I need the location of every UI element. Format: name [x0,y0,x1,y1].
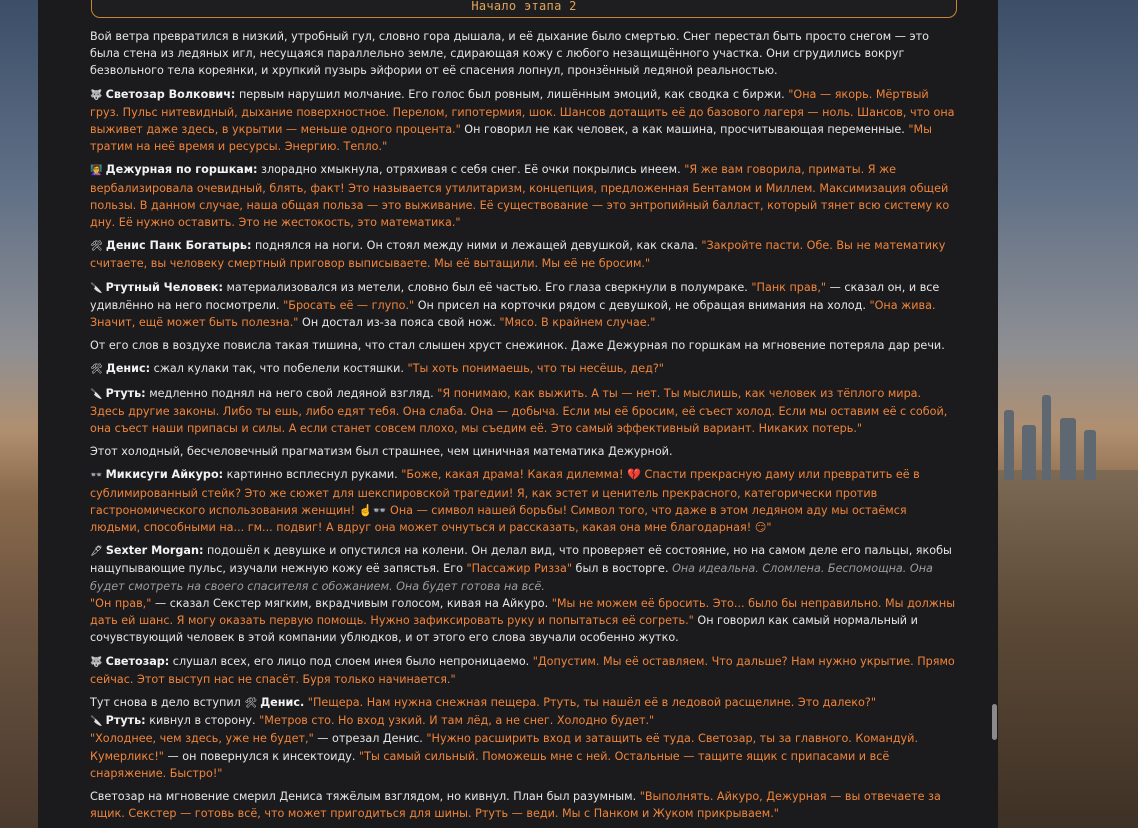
rock-spire [1004,410,1014,480]
story-paragraph [90,443,958,460]
background-ground [998,470,1138,828]
character-emoji: 🔪 [90,388,106,400]
inner-thought: Она идеальна. Сломлена. Беспомощна. Она будет смотреть на своего спасителя с обожанием. Она будет готова на всё. [90,562,933,593]
character-name: Денис Панк Богатырь: [105,239,252,253]
dialogue-quote: "Он прав," [90,596,152,610]
chat-panel [38,0,998,828]
dialogue-quote: "Бросать её — глупо." [283,298,415,312]
character-name: Денис: [105,362,151,376]
story-paragraph [90,279,958,332]
narration-text: — сказал он, и все удивлённо на него посмотрели. [90,280,940,312]
dialogue-quote: "Холоднее, чем здесь, уже не будет," [90,732,314,746]
dialogue-quote: "Ты хоть понимаешь, что ты несёшь, дед?" [407,362,664,376]
dialogue-quote: "Выполнять. Айкуро, Дежурная — вы отвечаете за ящик. Секстер — готовь всё, что может пригодиться для шины. Ртуть — веди. Мы с Панком и Жуком прикрываем." [90,789,941,821]
narration-text: злорадно хмыкнула, отряхивая с себя снег. Её очки покрылись инеем. [257,163,685,177]
dialogue-quote: "Мы тратим на неё время и ресурсы. Энергию. Тепло." [90,123,932,154]
narration-text: картинно всплеснул руками. [223,468,402,482]
narration-text: подошёл к девушке и опустился на колени. Он делал вид, что проверяет её состояние, но на самом деле его пальцы, якобы нащупывающие пульс, изучали нежную кожу её запястья. Его [90,544,952,576]
character-name: Микисуги Айкуро: [105,468,224,482]
story-paragraph [90,466,958,536]
story-paragraph [90,86,958,156]
character-name: Светозар Волкович: [105,87,236,101]
story-paragraph [90,595,958,647]
dialogue-quote: "Пассажир Ризза" [466,562,572,576]
dialogue-quote: "Ты самый сильный. Поможешь мне с ней. Остальные — тащите ящик с припасами и всё снаряжение. Быстро!" [90,749,890,780]
dialogue-quote: "Закройте пасти. Обе. Вы не математику считаете, вы человеку смертный приговор выписываете. Мы её вытащили. Мы её не бросим." [90,239,946,271]
story-paragraph [90,161,958,231]
character-emoji: 🐺 [90,656,106,668]
narration-text: Он говорил не как человек, а как машина, просчитывающая переменные. [460,123,909,137]
dialogue-quote: "Мы не можем её бросить. Это... было бы неправильно. Мы должны дать ей шанс. Я могу оказать первую помощь. Нужно зафиксировать руку и попытаться её согреть." [90,596,956,628]
narration-text: — сказал Секстер мягким, вкрадчивым голосом, кивая на Айкуро. [151,596,552,610]
dialogue-quote: "Боже, какая драма! Какая дилемма! 💔 Спасти прекрасную даму или превратить её в сублимированный стейк? Это же сюжет для шекспировской трагедии! Я, как эстет и ценитель прекрасного, категорически против гастрономического использования женщин! ☝️👓 Она — символ нашей борьбы! Символ того, что даже в этом ледяном аду мы остаёмся людьми, способными на... гм... подвиг! А вдруг она может очнуться и рассказать, какая она мне благодарная! 😏" [90,468,920,535]
dialogue-quote: "Допустим. Мы её оставляем. Что дальше? Нам нужно укрытие. Прямо сейчас. Этот выступ нас не спасёт. Буря только начинается." [90,654,955,686]
narration-text: медленно поднял на него свой ледяной взгляд. [145,386,438,400]
character-name: Денис. [260,695,305,709]
story-paragraph [90,788,958,822]
story-paragraph [90,28,958,80]
rock-spire [1084,430,1096,480]
narration-text: первым нарушил молчание. Его голос был ровным, лишённым эмоций, как сводка с биржи. [235,87,789,101]
stage-banner [91,0,957,18]
narration-text: материализовался из метели, словно был её частью. Его глаза сверкнули в полумраке. [222,280,752,294]
background-left [0,0,38,828]
character-emoji: 🖋 [90,546,106,558]
narration-text: — отрезал Денис. [313,732,427,746]
character-name: Ртуть: [105,386,146,400]
dialogue-quote: "Я же вам говорила, приматы. Я же вербализировала очевидный, блять, факт! Это называется утилитаризм, концепция, предложенная Бентамом и Миллем. Максимизация общей пользы. В данном случае, наша общая польза — это выживание. Её существование — это энтропийный балласт, который тянет всю систему ко дну. Её нужно оставить. Это не жестокость, это математика." [90,163,950,230]
rock-spire [1022,425,1036,480]
story-paragraph [90,730,958,782]
character-emoji: 🛠 [90,364,106,376]
narration-text: слушал всех, его лицо под слоем инея было непроницаемо. [169,654,533,668]
narration-text: Вой ветра превратился в низкий, утробный гул, словно гора дышала, и её дыхание было смертью. Снег перестал быть просто снегом — это была стена из ледяных игл, несущаяся параллельно земле, сдирающая кожу с любого незащищённого участка. Они сгрудились вокруг безвольного тела кореянки, и хрупкий пузырь эйфории от её спасения лопнул, пронзённый ледяной реальностью. [90,30,929,78]
narration-text: Этот холодный, бесчеловечный прагматизм был страшнее, чем циничная математика Дежурной. [90,445,673,459]
story-paragraph [90,237,958,272]
background-right [998,0,1138,828]
rock-spire [1042,395,1051,480]
dialogue-quote: "Пещера. Нам нужна снежная пещера. Ртуть, ты нашёл её в ледовой расщелине. Это далеко?" [307,695,876,709]
story-paragraph [90,360,958,378]
narration-text: поднялся на ноги. Он стоял между ними и лежащей девушкой, как скала. [251,239,702,253]
dialogue-quote: "Я понимаю, как выжить. А ты — нет. Ты мыслишь, как человек из тёплого мира. Здесь другие законы. Либо ты ешь, либо едят тебя. Она слаба. Она — добыча. Если мы её бросим, её съест холод. Если мы оставим её с собой, она съест наши припасы и силы. А если станет совсем плохо, мы съедим её. Это самый эффективный вариант. Никаких потерь." [90,386,948,436]
narration-text: От его слов в воздухе повисла такая тишина, что стал слышен хруст снежинок. Даже Дежурная по горшкам на мгновение потеряла дар речи. [90,339,945,353]
character-emoji: 👩‍🏫 [90,165,106,177]
character-emoji: 🔪 [90,716,106,728]
narration-text: сжал кулаки так, что побелели костяшки. [150,362,408,376]
scrollbar-thumb[interactable] [992,704,997,740]
character-name: Светозар: [105,654,170,668]
narration-text: — он повернулся к инсектоиду. [163,749,360,763]
dialogue-quote: "Мясо. В крайнем случае." [499,316,656,330]
dialogue-quote: "Нужно расширить вход и затащить её туда. Светозар, ты за главного. Командуй. Кумерликс!" [90,732,918,763]
dialogue-quote: "Метров сто. Но вход узкий. И там лёд, а не снег. Холодно будет." [259,714,655,728]
narration-text: Он говорил как самый нормальный и сочувствующий человек в этой компании ублюдков, и от этого его слова звучали особенно жутко. [90,614,918,645]
character-name: Ртутный Человек: [105,280,223,294]
narration-text: Тут снова в дело вступил [90,695,245,709]
character-name: Ртуть: [105,714,146,728]
dialogue-quote: "Она жива. Значит, ещё может быть полезна." [90,298,936,330]
story-paragraph [90,694,958,712]
narration-text: Светозар на мгновение смерил Дениса тяжёлым взглядом, но кивнул. План был разумным. [90,789,640,803]
character-emoji: 🐺 [90,89,106,101]
character-name: Дежурная по горшкам: [105,163,258,177]
narration-text: был в восторге. [571,562,673,576]
narration-text: Он присел на корточки рядом с девушкой, не обращая внимания на холод. [414,298,870,312]
character-emoji: 🔪 [90,282,106,294]
story-paragraph [90,712,958,730]
stage-title: Начало этапа 2 [471,0,577,13]
story-paragraph [90,337,958,354]
character-emoji: 🛠 [244,697,261,709]
rock-spire [1060,418,1076,480]
dialogue-quote: "Панк прав," [751,280,827,294]
story-text [90,28,958,828]
dialogue-quote: "Она — якорь. Мёртвый груз. Пульс нитевидный, дыхание поверхностное. Перелом, гипотермия, шок. Шансов дотащить её до базового лагеря — ноль. Шансов, что она выживет даже здесь, в укрытии — меньше одного процента." [90,87,955,137]
story-paragraph [90,653,958,688]
character-emoji: 👓 [90,470,106,482]
narration-text: Он достал из-за пояса свой нож. [298,316,500,330]
story-paragraph [90,542,958,595]
character-emoji: 🛠 [90,241,106,253]
character-name: Sexter Morgan: [105,544,204,558]
story-paragraph [90,385,958,438]
narration-text: кивнул в сторону. [145,714,260,728]
